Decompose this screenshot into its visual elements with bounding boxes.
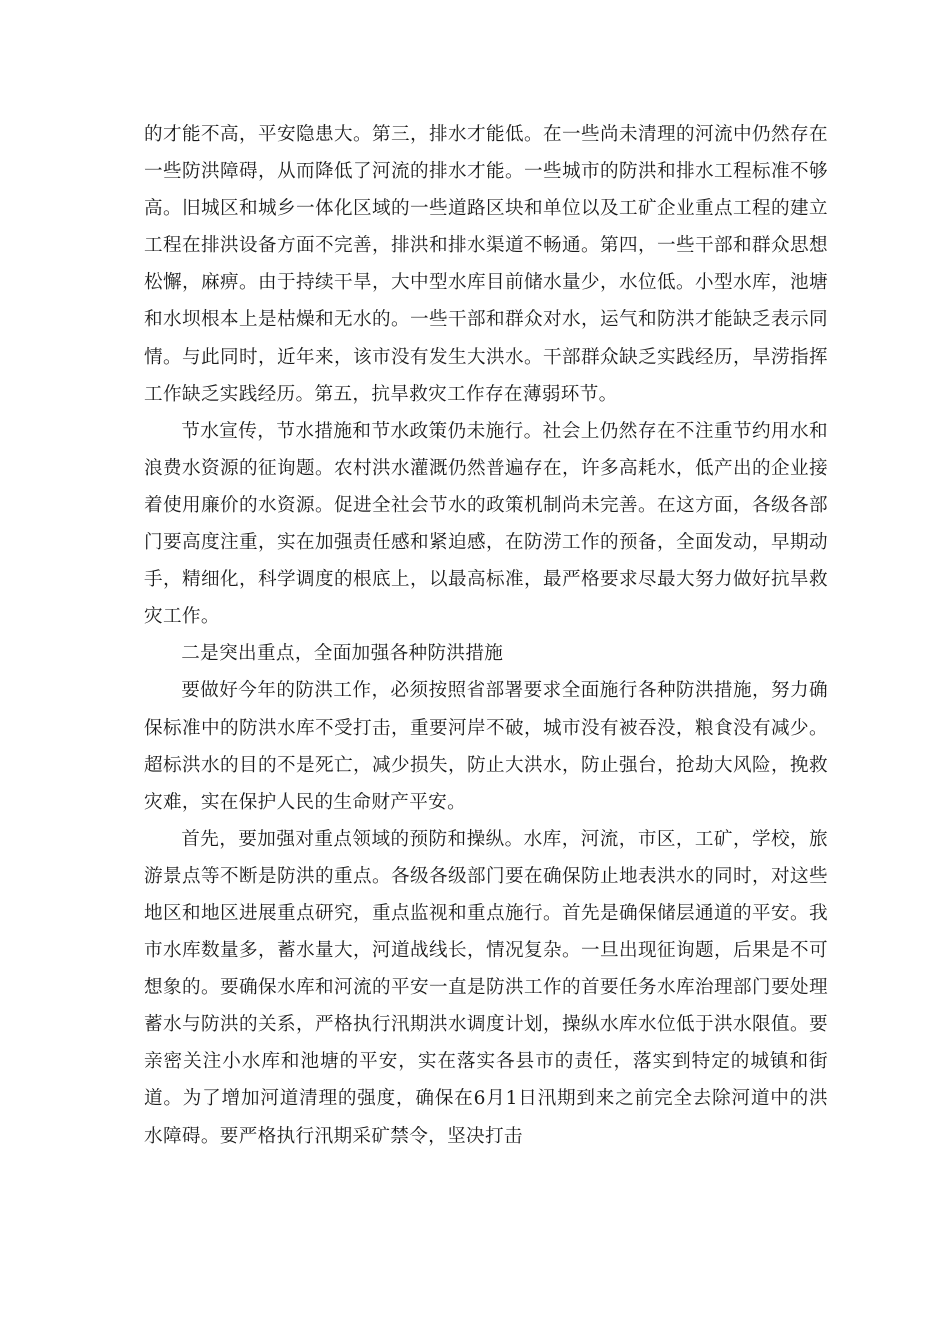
section-heading: 二是突出重点，全面加强各种防洪措施 [181,643,504,665]
paragraph-key-areas: 首先，要加强对重点领域的预防和操纵。水库，河流，市区，工矿，学校，旅游景点等不断是防洪的重点。各级各级部门要在确保防止地表洪水的同时，对这些地区和地区进展重点研究，重点监视和重点施行。首先是确保储层通道的平安。我市水库数量多，蓄水量大，河道战线长，情况复杂。一旦出现征询题，后果是不可想象的。要确保水库和河流的平安一直是防洪工作的首要任务水库治理部门要处理蓄水与防洪的关系，严格执行汛期洪水调度计划，操纵水库水位低于洪水限值。要亲密关注小水库和池塘的平安，实在落实各县市的责任，落实到特定的城镇和街道。为了增加河道清理的强度，确保在6月1日汛期到来之前完全去除河道中的洪水障碍。要严格执行汛期采矿禁令，坚决打击 [144,828,828,1147]
paragraph-flood-measures: 要做好今年的防洪工作，必须按照省部署要求全面施行各种防洪措施，努力确保标准中的防洪水库不受打击，重要河岸不破，城市没有被吞没，粮食没有减少。超标洪水的目的不是死亡，减少损失，防止大洪水，防止强台，抢劫大风险，挽救灾难，实在保护人民的生命财产平安。 [144,680,828,813]
paragraph-continued: 的才能不高，平安隐患大。第三，排水才能低。在一些尚未清理的河流中仍然存在一些防洪障碍，从而降低了河流的排水才能。一些城市的防洪和排水工程标准不够高。旧城区和城乡一体化区域的一些道路区块和单位以及工矿企业重点工程的建立工程在排洪设备方面不完善，排洪和排水渠道不畅通。第四，一些干部和群众思想松懈，麻痹。由于持续干旱，大中型水库目前储水量少，水位低。小型水库，池塘和水坝根本上是枯燥和无水的。一些干部和群众对水，运气和防洪才能缺乏表示同情。与此同时，近年来，该市没有发生大洪水。干部群众缺乏实践经历，旱涝指挥工作缺乏实践经历。第五，抗旱救灾工作存在薄弱环节。 [144,124,828,405]
document-body [144,116,828,1155]
paragraph-water-saving: 节水宣传，节水措施和节水政策仍未施行。社会上仍然存在不注重节约用水和浪费水资源的征询题。农村洪水灌溉仍然普遍存在，许多高耗水，低产出的企业接着使用廉价的水资源。促进全社会节水的政策机制尚未完善。在这方面，各级各部门要高度注重，实在加强责任感和紧迫感，在防涝工作的预备，全面发动，早期动手，精细化，科学调度的根底上，以最高标准，最严格要求尽最大努力做好抗旱救灾工作。 [144,420,828,628]
